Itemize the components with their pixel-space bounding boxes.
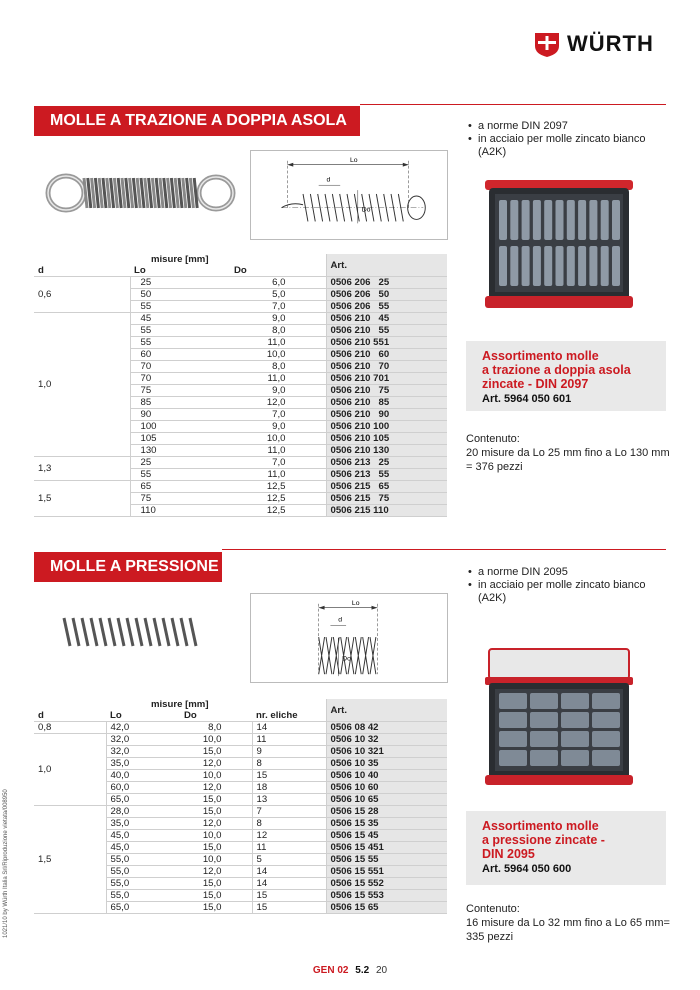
table2-art-header: Art. [326, 699, 447, 722]
outer-diameter-cell: 12,5 [230, 481, 326, 493]
extension-spring-photo [40, 165, 240, 225]
outer-diameter-cell: 8,0 [180, 722, 252, 734]
outer-diameter-cell: 12,0 [180, 818, 252, 830]
coil-count-cell: 11 [252, 842, 326, 854]
table1-do-header: Do [230, 265, 326, 277]
diagram2-d-label: d [338, 616, 343, 624]
outer-diameter-cell: 8,0 [230, 361, 326, 373]
length-cell: 45,0 [106, 842, 180, 854]
article-cell: 0506 210 45 [326, 313, 447, 325]
outer-diameter-cell: 7,0 [230, 301, 326, 313]
coil-count-cell: 14 [252, 866, 326, 878]
diagram1-do-label: Do [361, 206, 371, 214]
outer-diameter-cell: 11,0 [230, 445, 326, 457]
compression-springs-table [34, 699, 447, 914]
table-row [34, 277, 447, 289]
section2-assortment-box [466, 811, 666, 885]
outer-diameter-cell: 9,0 [230, 421, 326, 433]
outer-diameter-cell: 15,0 [180, 794, 252, 806]
section2-banner [34, 552, 222, 582]
wire-diameter-cell: 1,5 [34, 806, 106, 914]
article-cell: 0506 210 100 [326, 421, 447, 433]
length-cell: 85 [130, 397, 230, 409]
section1-features [466, 120, 666, 159]
article-cell: 0506 15 553 [326, 890, 447, 902]
length-cell: 45,0 [106, 830, 180, 842]
length-cell: 65 [130, 481, 230, 493]
article-cell: 0506 10 60 [326, 782, 447, 794]
section1-assortment-title-1: Assortimento molle [482, 349, 599, 363]
page-footer [0, 965, 700, 976]
wire-diameter-cell: 0,6 [34, 277, 130, 313]
diagram2-lo-label: Lo [351, 599, 360, 607]
article-cell: 0506 15 451 [326, 842, 447, 854]
article-cell: 0506 210 60 [326, 349, 447, 361]
wire-diameter-cell: 0,8 [34, 722, 106, 734]
article-cell: 0506 15 35 [326, 818, 447, 830]
article-cell: 0506 10 35 [326, 758, 447, 770]
diagram1-lo-label: Lo [349, 156, 358, 164]
coil-count-cell: 7 [252, 806, 326, 818]
table2-do-header: Do [180, 710, 252, 722]
coil-count-cell: 5 [252, 854, 326, 866]
length-cell: 35,0 [106, 758, 180, 770]
length-cell: 28,0 [106, 806, 180, 818]
compression-spring-photo [60, 612, 205, 652]
section1-title: MOLLE A TRAZIONE A DOPPIA ASOLA [50, 112, 347, 129]
wurth-logo-icon [533, 30, 561, 58]
coil-count-cell: 14 [252, 722, 326, 734]
article-cell: 0506 210 85 [326, 397, 447, 409]
length-cell: 55,0 [106, 890, 180, 902]
coil-count-cell: 8 [252, 818, 326, 830]
length-cell: 32,0 [106, 734, 180, 746]
length-cell: 55 [130, 469, 230, 481]
footer-section: 5.2 [355, 965, 370, 976]
length-cell: 70 [130, 361, 230, 373]
section2-contents [466, 902, 671, 944]
outer-diameter-cell: 9,0 [230, 313, 326, 325]
length-cell: 55,0 [106, 866, 180, 878]
section1-banner [34, 106, 360, 136]
length-cell: 55 [130, 325, 230, 337]
article-cell: 0506 10 32 [326, 734, 447, 746]
article-cell: 0506 15 65 [326, 902, 447, 914]
footer-page-number: 20 [375, 965, 388, 976]
section1-rule [360, 104, 666, 105]
outer-diameter-cell: 9,0 [230, 385, 326, 397]
length-cell: 70 [130, 373, 230, 385]
outer-diameter-cell: 11,0 [230, 373, 326, 385]
outer-diameter-cell: 10,0 [180, 830, 252, 842]
section2-assortment-article: Art. 5964 050 600 [482, 863, 572, 875]
wurth-logo [533, 29, 673, 59]
length-cell: 90 [130, 409, 230, 421]
article-cell: 0506 213 55 [326, 469, 447, 481]
outer-diameter-cell: 15,0 [180, 746, 252, 758]
outer-diameter-cell: 8,0 [230, 325, 326, 337]
table1-measures-header: misure [mm] [150, 254, 209, 265]
coil-count-cell: 8 [252, 758, 326, 770]
length-cell: 45 [130, 313, 230, 325]
section1-assortment-title-2: a trazione a doppia asola [482, 363, 631, 377]
diagram2-do-label: Do [342, 655, 351, 663]
compression-spring-assortment-case [481, 647, 637, 787]
coil-count-cell: 18 [252, 782, 326, 794]
outer-diameter-cell: 10,0 [180, 734, 252, 746]
article-cell: 0506 10 321 [326, 746, 447, 758]
section1-feature-2: • in acciaio per molle zincato bianco (A2K) [466, 133, 666, 159]
article-cell: 0506 215 65 [326, 481, 447, 493]
length-cell: 130 [130, 445, 230, 457]
article-cell: 0506 206 50 [326, 289, 447, 301]
section2-feature-2: • in acciaio per molle zincato bianco (A2K) [466, 579, 666, 605]
outer-diameter-cell: 7,0 [230, 457, 326, 469]
article-cell: 0506 210 701 [326, 373, 447, 385]
article-cell: 0506 15 552 [326, 878, 447, 890]
length-cell: 25 [130, 457, 230, 469]
article-cell: 0506 10 65 [326, 794, 447, 806]
article-cell: 0506 15 45 [326, 830, 447, 842]
article-cell: 0506 08 42 [326, 722, 447, 734]
table2-measures-header: misure [mm] [150, 699, 209, 710]
diagram1-d-label: d [326, 176, 331, 184]
article-cell: 0506 210 55 [326, 325, 447, 337]
section1-assortment-box [466, 341, 666, 411]
outer-diameter-cell: 15,0 [180, 890, 252, 902]
section2-contents-line-2: 335 pezzi [466, 931, 514, 943]
outer-diameter-cell: 12,0 [180, 758, 252, 770]
section2-feature-1: • a norme DIN 2095 [466, 566, 666, 579]
article-cell: 0506 210 130 [326, 445, 447, 457]
length-cell: 55 [130, 301, 230, 313]
section1-contents [466, 432, 671, 474]
article-cell: 0506 215 75 [326, 493, 447, 505]
table2-coils-header: nr. eliche [252, 710, 326, 722]
coil-count-cell: 15 [252, 890, 326, 902]
length-cell: 105 [130, 433, 230, 445]
table-row [34, 481, 447, 493]
article-cell: 0506 206 25 [326, 277, 447, 289]
coil-count-cell: 9 [252, 746, 326, 758]
outer-diameter-cell: 12,0 [180, 782, 252, 794]
section2-assortment-title-2: a pressione zincate - [482, 833, 605, 847]
section1-feature-1: • a norme DIN 2097 [466, 120, 666, 133]
table1-d-header: d [34, 265, 130, 277]
extension-springs-table [34, 254, 447, 517]
extension-spring-diagram [250, 150, 448, 240]
section1-assortment-title-3: zincate - DIN 2097 [482, 377, 589, 391]
outer-diameter-cell: 11,0 [230, 469, 326, 481]
section2-contents-label: Contenuto: [466, 903, 520, 915]
coil-count-cell: 12 [252, 830, 326, 842]
article-cell: 0506 210 90 [326, 409, 447, 421]
article-cell: 0506 213 25 [326, 457, 447, 469]
outer-diameter-cell: 15,0 [180, 842, 252, 854]
length-cell: 55,0 [106, 854, 180, 866]
section2-assortment-title-3: DIN 2095 [482, 847, 535, 861]
length-cell: 42,0 [106, 722, 180, 734]
outer-diameter-cell: 12,0 [230, 397, 326, 409]
coil-count-cell: 14 [252, 878, 326, 890]
wire-diameter-cell: 1,5 [34, 481, 130, 517]
section2-contents-line-1: 16 misure da Lo 32 mm fino a Lo 65 mm= [466, 917, 670, 929]
outer-diameter-cell: 12,0 [180, 866, 252, 878]
length-cell: 60,0 [106, 782, 180, 794]
article-cell: 0506 215 110 [326, 505, 447, 517]
outer-diameter-cell: 10,0 [230, 433, 326, 445]
length-cell: 100 [130, 421, 230, 433]
outer-diameter-cell: 10,0 [230, 349, 326, 361]
section2-title: MOLLE A PRESSIONE [50, 558, 219, 575]
table-row [34, 806, 447, 818]
outer-diameter-cell: 12,5 [230, 505, 326, 517]
outer-diameter-cell: 7,0 [230, 409, 326, 421]
coil-count-cell: 11 [252, 734, 326, 746]
table-row [34, 457, 447, 469]
brand-name: WÜRTH [567, 31, 654, 56]
length-cell: 35,0 [106, 818, 180, 830]
outer-diameter-cell: 6,0 [230, 277, 326, 289]
coil-count-cell: 15 [252, 902, 326, 914]
outer-diameter-cell: 12,5 [230, 493, 326, 505]
article-cell: 0506 206 55 [326, 301, 447, 313]
length-cell: 75 [130, 493, 230, 505]
length-cell: 55,0 [106, 878, 180, 890]
article-cell: 0506 210 75 [326, 385, 447, 397]
article-cell: 0506 10 40 [326, 770, 447, 782]
wire-diameter-cell: 1,0 [34, 313, 130, 457]
wire-diameter-cell: 1,3 [34, 457, 130, 481]
section1-contents-line-2: = 376 pezzi [466, 461, 523, 473]
table1-art-header: Art. [326, 254, 447, 277]
outer-diameter-cell: 15,0 [180, 902, 252, 914]
length-cell: 60 [130, 349, 230, 361]
compression-spring-diagram [250, 593, 448, 683]
length-cell: 65,0 [106, 902, 180, 914]
article-cell: 0506 210 70 [326, 361, 447, 373]
article-cell: 0506 15 55 [326, 854, 447, 866]
length-cell: 75 [130, 385, 230, 397]
length-cell: 40,0 [106, 770, 180, 782]
section2-features [466, 566, 666, 605]
table-row [34, 722, 447, 734]
outer-diameter-cell: 15,0 [180, 806, 252, 818]
table-row [34, 734, 447, 746]
section1-contents-label: Contenuto: [466, 433, 520, 445]
article-cell: 0506 15 28 [326, 806, 447, 818]
outer-diameter-cell: 15,0 [180, 878, 252, 890]
section2-assortment-title-1: Assortimento molle [482, 819, 599, 833]
footer-catalog: GEN 02 [312, 965, 349, 976]
length-cell: 50 [130, 289, 230, 301]
length-cell: 55 [130, 337, 230, 349]
table1-lo-header: Lo [130, 265, 230, 277]
outer-diameter-cell: 10,0 [180, 854, 252, 866]
length-cell: 32,0 [106, 746, 180, 758]
section1-assortment-article: Art. 5964 050 601 [482, 393, 572, 405]
coil-count-cell: 13 [252, 794, 326, 806]
length-cell: 110 [130, 505, 230, 517]
outer-diameter-cell: 11,0 [230, 337, 326, 349]
extension-spring-assortment-case [481, 178, 637, 310]
article-cell: 0506 15 551 [326, 866, 447, 878]
coil-count-cell: 15 [252, 770, 326, 782]
table2-d-header: d [34, 710, 106, 722]
article-cell: 0506 210 551 [326, 337, 447, 349]
section1-contents-line-1: 20 misure da Lo 25 mm fino a Lo 130 mm [466, 447, 670, 459]
copyright-note: 1021/10 by Würth Italia Srl/Riproduzione vietata/008950 [3, 789, 9, 938]
outer-diameter-cell: 5,0 [230, 289, 326, 301]
section2-rule [222, 549, 666, 550]
table-row [34, 313, 447, 325]
table2-lo-header: Lo [106, 710, 180, 722]
length-cell: 25 [130, 277, 230, 289]
length-cell: 65,0 [106, 794, 180, 806]
wire-diameter-cell: 1,0 [34, 734, 106, 806]
article-cell: 0506 210 105 [326, 433, 447, 445]
outer-diameter-cell: 10,0 [180, 770, 252, 782]
